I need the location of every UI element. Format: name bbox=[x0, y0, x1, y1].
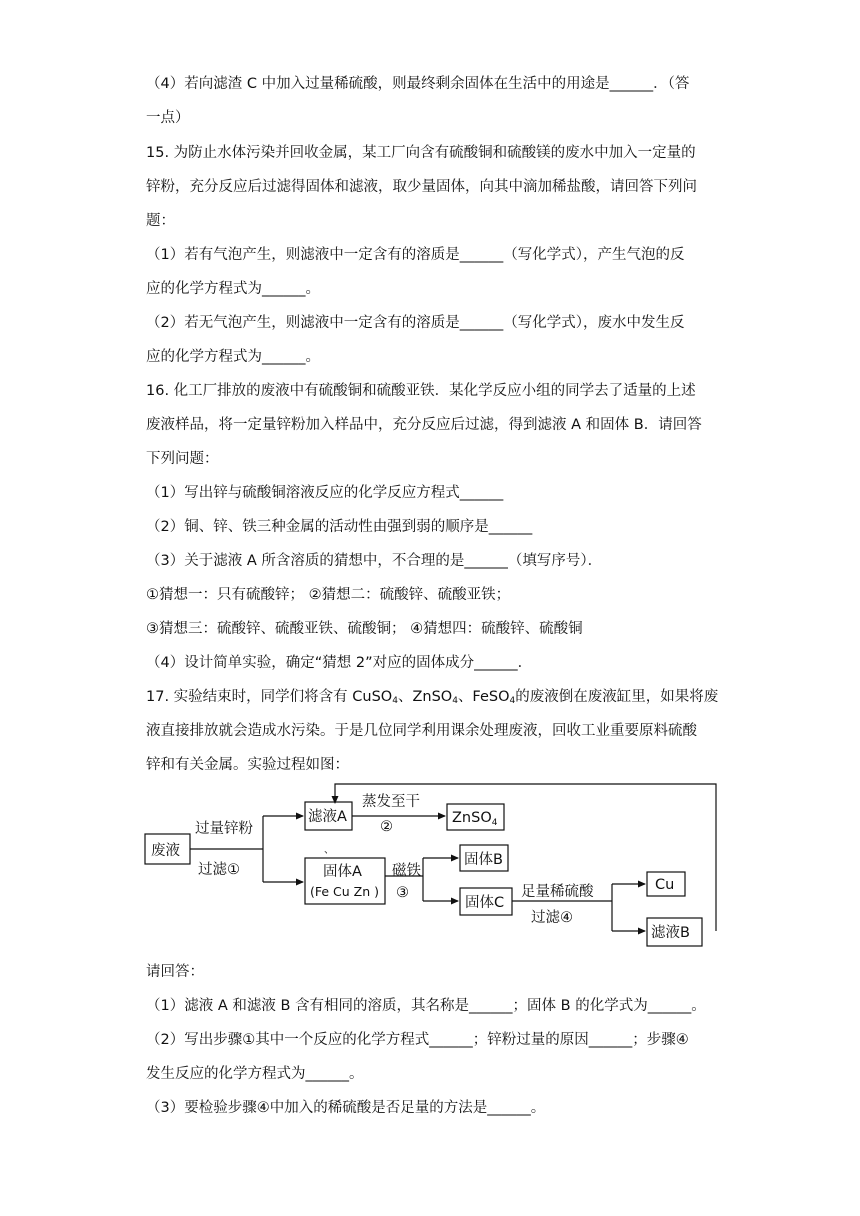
q17-part2-line2: 发生反应的化学方程式为______。 bbox=[146, 1066, 364, 1082]
dot-mark: 、 bbox=[324, 845, 334, 856]
q16-part4: （4）设计简单实验，确定“猜想 2”对应的固体成分______． bbox=[146, 655, 533, 671]
q15-part1-line1: （1）若有气泡产生，则滤液中一定含有的溶质是______（写化学式），产生气泡的反 bbox=[146, 247, 685, 263]
q17-part2-line1: （2）写出步骤①其中一个反应的化学方程式______；锌粉过量的原因______；步骤④ bbox=[146, 1032, 689, 1048]
q17-line1: 17. 实验结束时，同学们将含有 CuSO$_4$、ZnSO$_4$、FeSO$_4$的废液倒在废液缸里，如果将废 bbox=[146, 689, 719, 706]
q16-part3: （3）关于滤液 A 所含溶质的猜想中，不合理的是______（填写序号）． bbox=[146, 553, 603, 569]
q16-line3: 下列问题： bbox=[146, 451, 219, 467]
process-flow-diagram bbox=[140, 778, 725, 954]
excess-zinc-label: 过量锌粉 bbox=[195, 821, 253, 837]
q16-line1: 16. 化工厂排放的废液中有硫酸铜和硫酸亚铁．某化学反应小组的同学去了适量的上述 bbox=[146, 383, 696, 399]
q14-part4-line2: 一点） bbox=[146, 110, 190, 126]
cu-label: Cu bbox=[655, 877, 675, 893]
q17-part3: （3）要检验步骤④中加入的稀硫酸是否足量的方法是______。 bbox=[146, 1100, 546, 1116]
filter-step1-label: 过滤① bbox=[198, 862, 240, 878]
q15-line3: 题： bbox=[146, 213, 175, 229]
q17-line2: 液直接排放就会造成水污染。于是几位同学利用课余处理废液，回收工业重要原料硫酸 bbox=[146, 723, 697, 739]
q15-part2-line1: （2）若无气泡产生，则滤液中一定含有的溶质是______（写化学式），废水中发生反 bbox=[146, 315, 685, 331]
answers-prompt: 请回答： bbox=[146, 964, 204, 980]
filter-step4-label: 过滤④ bbox=[531, 910, 573, 926]
step3-label: ③ bbox=[396, 885, 409, 901]
solid-c-label: 固体C bbox=[465, 895, 505, 911]
evaporate-label: 蒸发至干 bbox=[362, 794, 420, 810]
solid-a-label: 固体A bbox=[323, 864, 362, 880]
q16-part2: （2）铜、锌、铁三种金属的活动性由强到弱的顺序是______ bbox=[146, 519, 533, 535]
znso4-label: ZnSO$_4$ bbox=[452, 810, 498, 828]
waste-label: 废液 bbox=[151, 843, 180, 859]
solid-a-composition: (Fe Cu Zn ) bbox=[310, 884, 380, 899]
filtrate-b-label: 滤液B bbox=[651, 925, 690, 941]
step2-label: ② bbox=[380, 819, 393, 835]
filtrate-a-label: 滤液A bbox=[308, 809, 347, 825]
q16-part1: （1）写出锌与硫酸铜溶液反应的化学反应方程式______ bbox=[146, 485, 504, 501]
q15-part2-line2: 应的化学方程式为______。 bbox=[146, 349, 320, 365]
magnet-label: 磁铁 bbox=[392, 863, 421, 879]
q16-guess-1-2: ①猜想一：只有硫酸锌； ②猜想二：硫酸锌、硫酸亚铁； bbox=[146, 587, 511, 603]
q17-line3: 锌和有关金属。实验过程如图： bbox=[146, 757, 349, 773]
q17-part1: （1）滤液 A 和滤液 B 含有相同的溶质，其名称是______；固体 B 的化学式为______。 bbox=[146, 998, 706, 1014]
q15-line1: 15. 为防止水体污染并回收金属，某工厂向含有硫酸铜和硫酸镁的废水中加入一定量的 bbox=[146, 145, 696, 161]
q15-line2: 锌粉，充分反应后过滤得固体和滤液，取少量固体，向其中滴加稀盐酸，请回答下列问 bbox=[146, 179, 697, 195]
q16-line2: 废液样品，将一定量锌粉加入样品中，充分反应后过滤，得到滤液 A 和固体 B．请回答 bbox=[146, 417, 702, 433]
solid-b-label: 固体B bbox=[464, 852, 503, 868]
q15-part1-line2: 应的化学方程式为______。 bbox=[146, 281, 320, 297]
q14-part4-line1: （4）若向滤渣 C 中加入过量稀硫酸，则最终剩余固体在生活中的用途是______．（答 bbox=[146, 76, 690, 92]
excess-acid-label: 足量稀硫酸 bbox=[521, 884, 594, 900]
q16-guess-3-4: ③猜想三：硫酸锌、硫酸亚铁、硫酸铜； ④猜想四：硫酸锌、硫酸铜 bbox=[146, 621, 583, 637]
